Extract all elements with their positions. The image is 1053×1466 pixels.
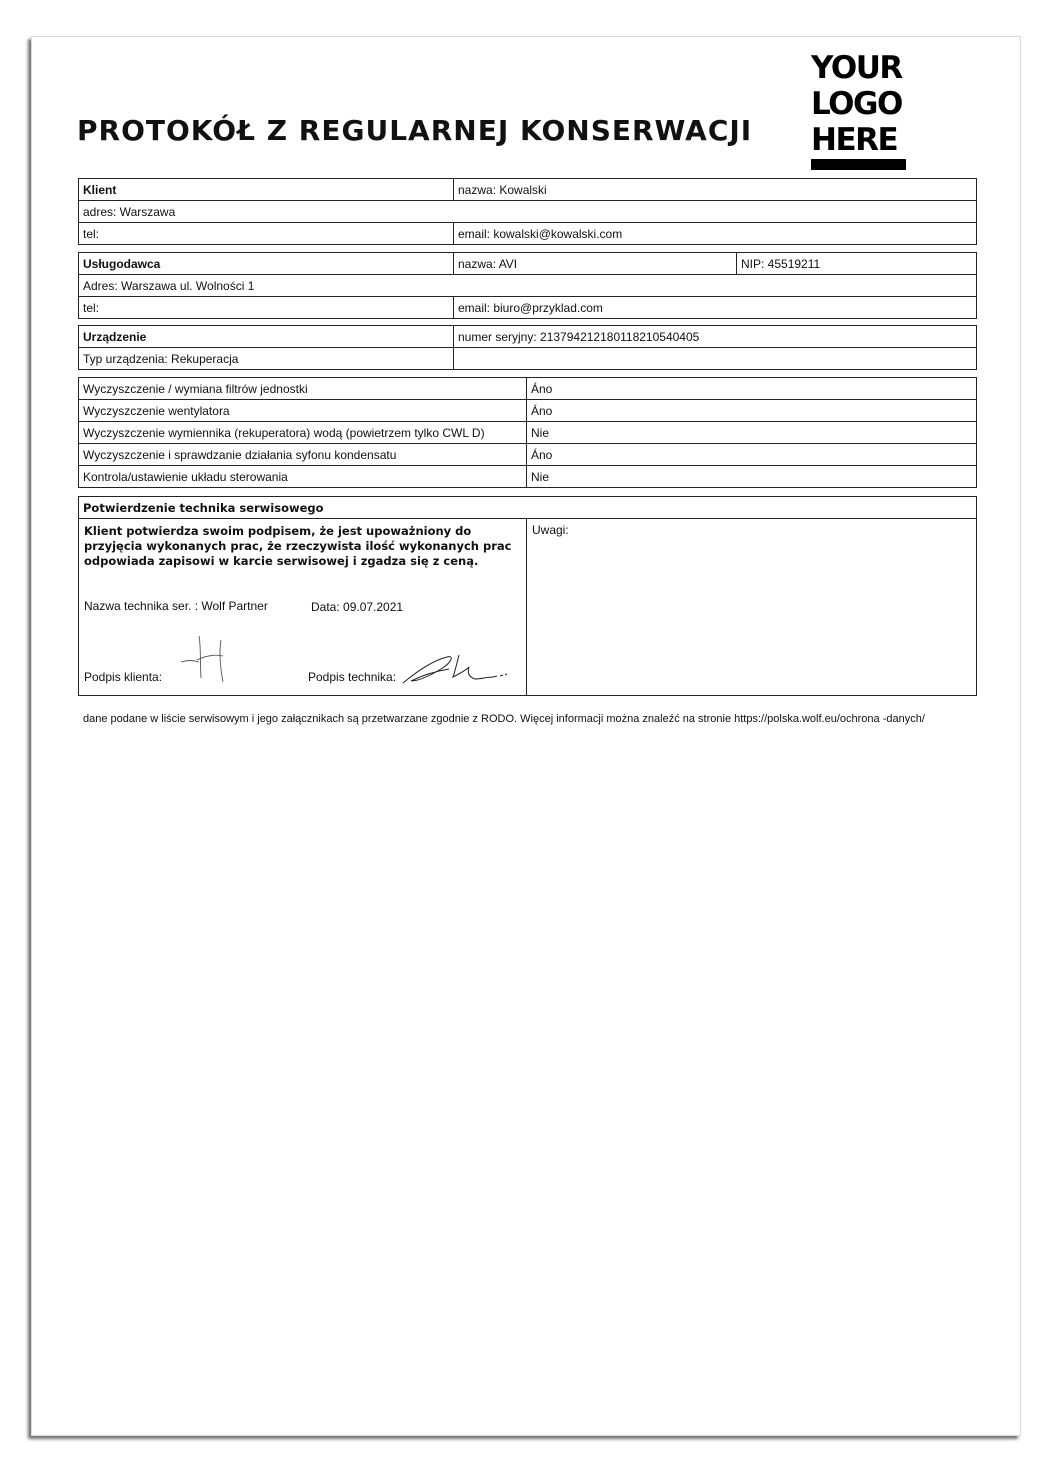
- client-tel: tel:: [79, 223, 454, 245]
- task-label: Wyczyszczenie wentylatora: [79, 400, 527, 422]
- table-row: [79, 378, 977, 400]
- task-label: Kontrola/ustawienie układu sterowania: [79, 466, 527, 488]
- confirmation-heading: Potwierdzenie technika serwisowego: [79, 497, 977, 519]
- document-page: [31, 36, 1021, 1436]
- gdpr-footer-note: dane podane w liście serwisowym i jego załącznikach są przetwarzane zgodnie z RODO. Więcej informacji można znaleźć na stronie https://polska.wolf.eu/ochrona -danych/: [83, 713, 925, 725]
- table-row: [79, 466, 977, 488]
- device-table: [78, 325, 977, 370]
- provider-tel: tel:: [79, 297, 454, 319]
- table-row: [79, 326, 977, 348]
- table-row: [79, 179, 977, 201]
- table-row: [79, 275, 977, 297]
- client-signature-image: [177, 632, 229, 684]
- company-logo: [811, 50, 906, 170]
- provider-address: Adres: Warszawa ul. Wolności 1: [79, 275, 977, 297]
- logo-line-1: YOUR: [811, 50, 902, 86]
- device-empty-cell: [454, 348, 977, 370]
- table-row: [79, 444, 977, 466]
- table-row: [79, 348, 977, 370]
- table-row: [79, 422, 977, 444]
- confirmation-statement: Klient potwierdza swoim podpisem, że jest upoważniony do przyjęcia wykonanych prac, że rzeczywista ilość wykonanych prac odpowiada zapisowi w karcie serwisowej i zgadza się z ceną.: [84, 524, 512, 568]
- task-value: Áno: [527, 444, 977, 466]
- table-row: [79, 201, 977, 223]
- notes-label: Uwagi:: [532, 523, 569, 537]
- provider-nip: NIP: 45519211: [737, 253, 977, 275]
- notes-cell: [527, 519, 977, 696]
- client-email: email: kowalski@kowalski.com: [454, 223, 977, 245]
- device-serial: numer seryjny: 213794212180118210540405: [454, 326, 977, 348]
- client-address: adres: Warszawa: [79, 201, 977, 223]
- provider-email: email: biuro@przyklad.com: [454, 297, 977, 319]
- provider-heading: Usługodawca: [79, 253, 454, 275]
- table-row: [79, 497, 977, 519]
- task-label: Wyczyszczenie i sprawdzanie działania syfonu kondensatu: [79, 444, 527, 466]
- logo-underline: [811, 159, 906, 170]
- device-heading: Urządzenie: [79, 326, 454, 348]
- task-value: Nie: [527, 422, 977, 444]
- table-row: [79, 400, 977, 422]
- client-table: [78, 178, 977, 245]
- client-name: nazwa: Kowalski: [454, 179, 977, 201]
- client-heading: Klient: [79, 179, 454, 201]
- client-signature-label: Podpis klienta:: [84, 670, 163, 684]
- table-row: [79, 519, 977, 696]
- task-label: Wyczyszczenie wymiennika (rekuperatora) wodą (powietrzem tylko CWL D): [79, 422, 527, 444]
- technician-name: Nazwa technika ser. : Wolf Partner: [84, 599, 268, 613]
- table-row: [79, 223, 977, 245]
- logo-line-2: LOGO: [811, 86, 902, 122]
- provider-name: nazwa: AVI: [454, 253, 737, 275]
- task-label: Wyczyszczenie / wymiana filtrów jednostki: [79, 378, 527, 400]
- task-value: Áno: [527, 400, 977, 422]
- table-row: [79, 297, 977, 319]
- logo-line-3: HERE: [811, 122, 898, 158]
- technician-signature-label: Podpis technika:: [308, 670, 397, 684]
- device-type: Typ urządzenia: Rekuperacja: [79, 348, 454, 370]
- task-value: Áno: [527, 378, 977, 400]
- signature-cell: [79, 519, 527, 696]
- document-title: PROTOKÓŁ Z REGULARNEJ KONSERWACJI: [77, 114, 753, 147]
- task-value: Nie: [527, 466, 977, 488]
- tasks-table: [78, 377, 977, 488]
- confirmation-table: [78, 496, 977, 696]
- table-row: [79, 253, 977, 275]
- technician-signature-image: [401, 649, 509, 689]
- service-date: Data: 09.07.2021: [311, 600, 404, 614]
- provider-table: [78, 252, 977, 319]
